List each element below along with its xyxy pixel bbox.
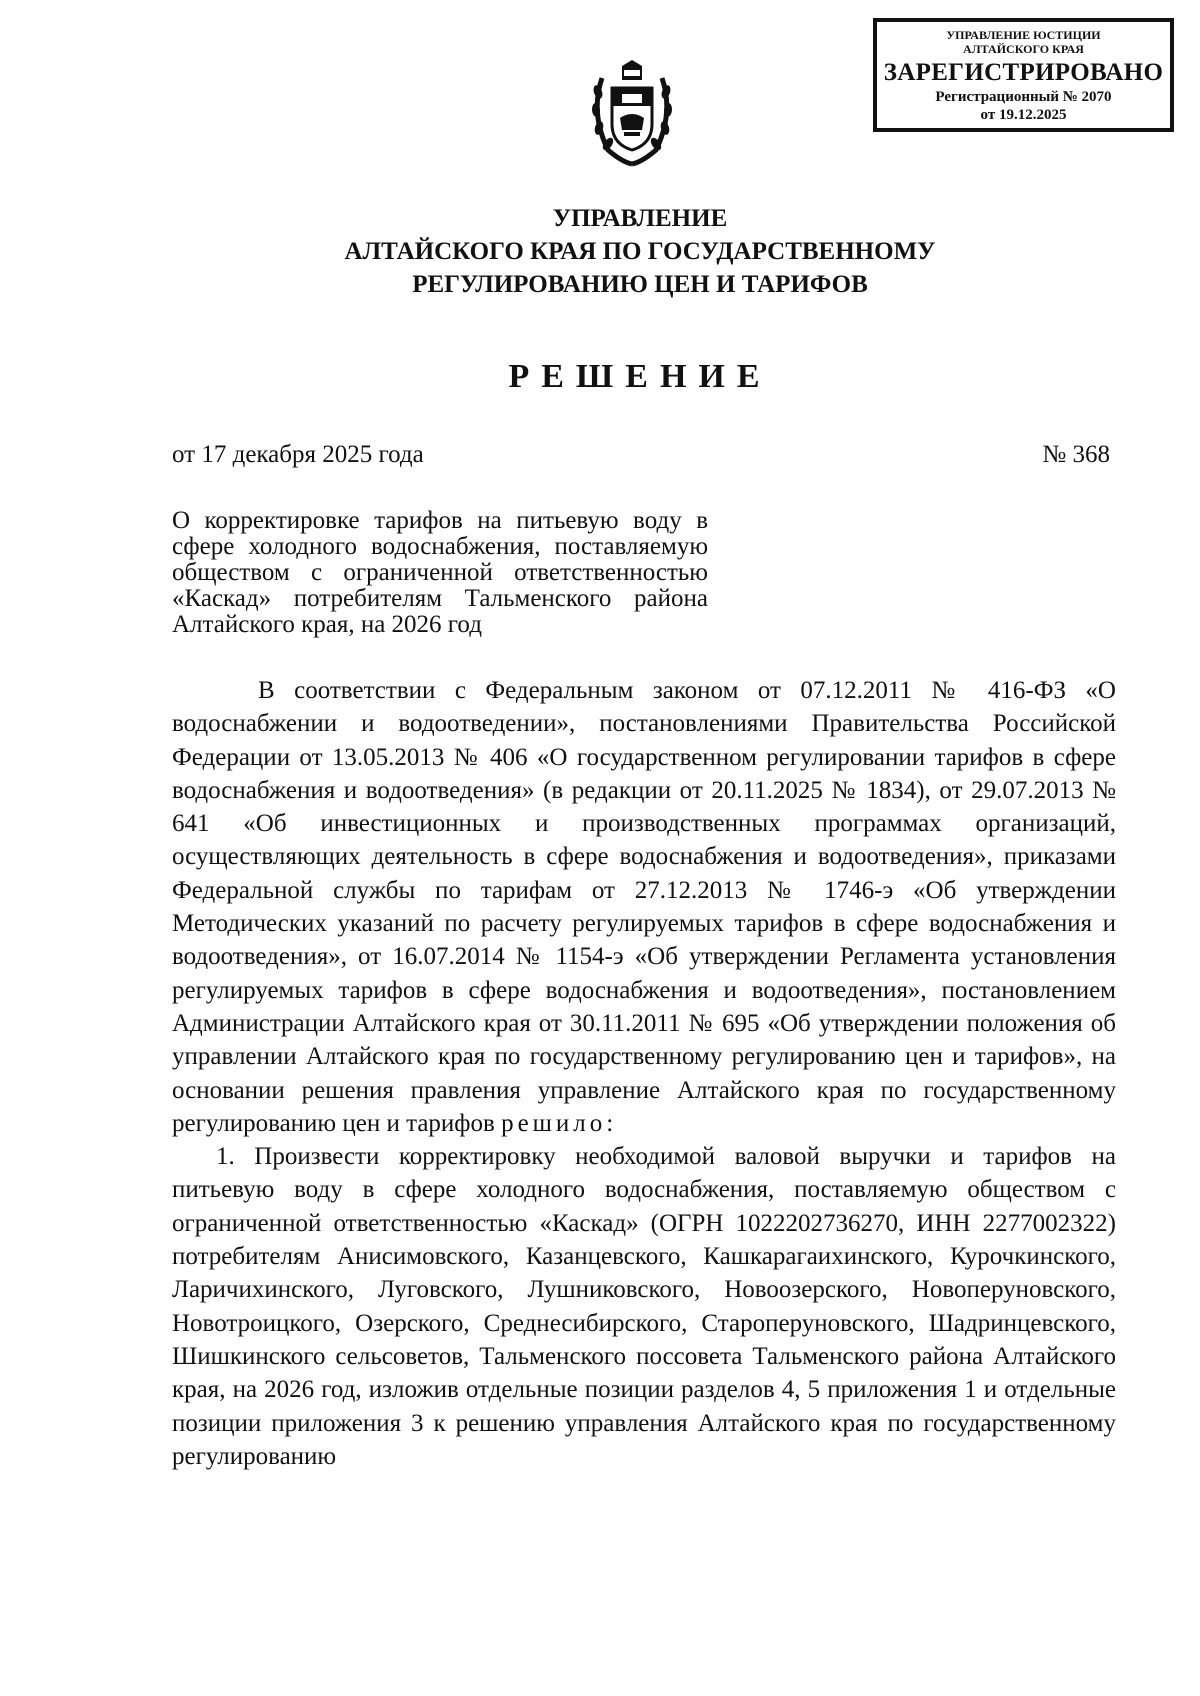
document-number: № 368 — [1042, 441, 1110, 468]
stamp-authority-line1: УПРАВЛЕНИЕ ЮСТИЦИИ — [946, 28, 1101, 42]
decision-item-1: 1. Произвести корректировку необходимой валовой выручки и тарифов на питьевую воду в сфере холодного водоснабжения, поставляемую обществом с ограниченной ответственностью «Каскад» (ОГРН 1022202736270, ИНН 2277002322) потребителям Анисимовского, Казанцевского, Кашкарагаихинского, Курочкинского, Ларичихинского, Луговского, Лушниковского, Новоозерского, Новоперуновского, Новотроицкого, Озерского, Среднесибирского, Староперуновского, Шадринцевского, Шишкинского сельсоветов, Тальменского поссовета Тальменского района Алтайского края, на 2026 год, изложив отдельные позиции разделов 4, 5 приложения 1 и отдельные позиции приложения 3 к решению управления Алтайского края по государственному регулированию — [172, 1143, 1116, 1470]
document-subject: О корректировке тарифов на питьевую воду в сфере холодного водоснабжения, поставляемую обществом с ограниченной ответственностью «Каскад» потребителям Тальменского района Алтайского края, на 2026 год — [172, 507, 708, 638]
decided-word: решило: — [501, 1109, 618, 1137]
org-line-1: УПРАВЛЕНИЕ — [552, 205, 728, 232]
stamp-status: ЗАРЕГИСТРИРОВАНО — [883, 59, 1164, 86]
stamp-reg-date: от 19.12.2025 — [980, 107, 1067, 123]
registration-stamp — [873, 18, 1174, 132]
preamble-text: В соответствии с Федеральным законом от 07.12.2011 № 416-ФЗ «О водоснабжении и водоотведении», постановлениями Правительства Российской Федерации от 13.05.2013 № 406 «О государственном регулировании тарифов в сфере водоснабжения и водоотведения» (в редакции от 20.11.2025 № 1834), от 29.07.2013 № 641 «Об инвестиционных и производственных программах организаций, осуществляющих деятельность в сфере водоснабжения и водоотведения», приказами Федеральной службы по тарифам от 27.12.2013 № 1746-э «Об утверждении Методических указаний по расчету регулируемых тарифов в сфере водоснабжения и водоотведения», от 16.07.2014 № 1154-э «Об утверждении Регламента установления регулируемых тарифов в сфере водоснабжения и водоотведения», постановлением Администрации Алтайского края от 30.11.2011 № 695 «Об утверждении положения об управлении Алтайского края по государственному регулированию цен и тарифов», на основании решения правления управление Алтайского края по государственному регулированию цен и тарифов — [172, 677, 1116, 1137]
org-line-2: АЛТАЙСКОГО КРАЯ ПО ГОСУДАРСТВЕННОМУ — [344, 238, 936, 265]
document-body — [172, 674, 1116, 1473]
altai-coat-of-arms-icon — [588, 58, 676, 168]
document-date: от 17 декабря 2025 года — [172, 441, 424, 468]
stamp-reg-number: Регистрационный № 2070 — [935, 89, 1112, 105]
stamp-authority-line2: АЛТАЙСКОГО КРАЯ — [963, 42, 1084, 56]
preamble-paragraph — [172, 674, 1116, 1140]
document-type-title: РЕШЕНИЕ — [508, 358, 772, 395]
organization-title — [200, 202, 1080, 301]
org-line-3: РЕГУЛИРОВАНИЮ ЦЕН И ТАРИФОВ — [412, 271, 868, 298]
